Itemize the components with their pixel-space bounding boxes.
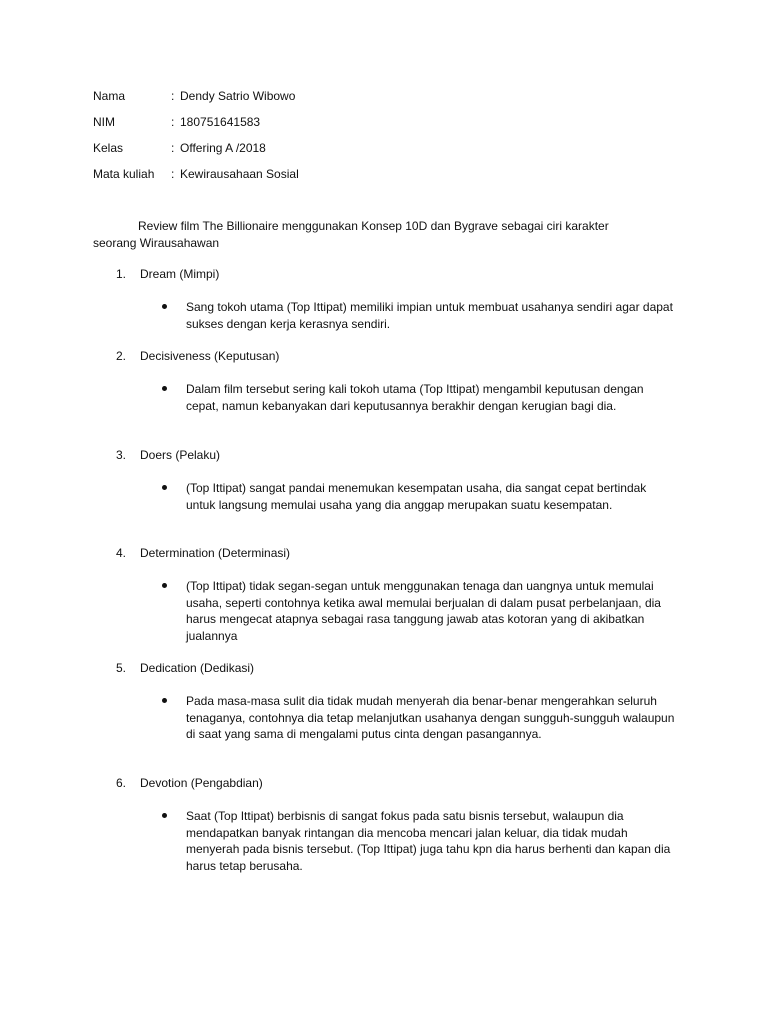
bullet-dot-icon	[162, 583, 167, 588]
intro-line-2: seorang Wirausahawan	[93, 235, 220, 250]
field-label: NIM	[93, 115, 115, 129]
bullet-text: Dalam film tersebut sering kali tokoh utama (Top Ittipat) mengambil keputusan dengan cepat, namun kebanyakan dari keputusannya berakhir dengan kerugian bagi dia.	[186, 382, 644, 413]
bullet-dot-icon	[162, 485, 167, 490]
field-colon: :	[171, 141, 175, 155]
bullet-text: (Top Ittipat) sangat pandai menemukan kesempatan usaha, dia sangat cepat bertindak untuk langsung memulai usaha yang dia anggap merupakan suatu kesempatan.	[186, 481, 647, 512]
bullet-text: Sang tokoh utama (Top Ittipat) memiliki impian untuk membuat usahanya sendiri agar dapat sukses dengan kerja kerasnya sendiri.	[186, 300, 673, 331]
bullet-dot-icon	[162, 813, 167, 818]
list-item-number: 3.	[116, 448, 127, 462]
list-item-number: 5.	[116, 661, 127, 675]
intro-line-1: Review film The Billionaire menggunakan Konsep 10D dan Bygrave sebagai ciri karakter	[138, 219, 609, 233]
list-item-title: Doers (Pelaku)	[140, 448, 221, 462]
field-label: Kelas	[93, 141, 124, 155]
list-item-title: Decisiveness (Keputusan)	[140, 349, 280, 363]
bullet-dot-icon	[162, 386, 167, 391]
bullet-dot-icon	[162, 698, 167, 703]
field-value: Kewirausahaan Sosial	[180, 167, 299, 181]
bullet-dot-icon	[162, 304, 167, 309]
field-label: Nama	[93, 89, 126, 103]
list-item-number: 4.	[116, 546, 127, 560]
list-item-title: Dream (Mimpi)	[140, 267, 220, 281]
bullet-text: Pada masa-masa sulit dia tidak mudah menyerah dia benar-benar mengerahkan seluruh tenaganya, contohnya dia tetap melanjutkan usahanya dengan sungguh-sungguh walaupun di saat yang sama di mengalami putus cinta dengan pasangannya.	[186, 694, 675, 741]
field-label: Mata kuliah	[93, 167, 155, 181]
field-colon: :	[171, 115, 175, 129]
field-value: Dendy Satrio Wibowo	[180, 89, 296, 103]
list-item-title: Determination (Determinasi)	[140, 546, 291, 560]
field-value: 180751641583	[180, 115, 261, 129]
field-value: Offering A /2018	[180, 141, 266, 155]
field-colon: :	[171, 167, 175, 181]
list-item-number: 6.	[116, 776, 127, 790]
list-item-number: 1.	[116, 267, 127, 281]
bullet-text: (Top Ittipat) tidak segan-segan untuk menggunakan tenaga dan uangnya untuk memulai usaha, seperti contohnya ketika awal memulai berjualan di dalam pusat perbelanjaan, dia harus mengecat atapnya sebagai rasa tanggung jawab atas kotoran yang di akibatkan jualannya	[186, 579, 661, 643]
list-item-number: 2.	[116, 349, 127, 363]
list-item-title: Dedication (Dedikasi)	[140, 661, 255, 675]
list-item-title: Devotion (Pengabdian)	[140, 776, 263, 790]
intro-paragraph	[93, 218, 653, 251]
bullet-text: Saat (Top Ittipat) berbisnis di sangat fokus pada satu bisnis tersebut, walaupun dia mendapatkan banyak rintangan dia mencoba mencari jalan keluar, dia tidak mudah menyerah pada bisnis tersebut. (Top Ittipat) juga tahu kpn dia harus berhenti dan kapan dia harus tetap berusaha.	[186, 809, 671, 873]
field-colon: :	[171, 89, 175, 103]
